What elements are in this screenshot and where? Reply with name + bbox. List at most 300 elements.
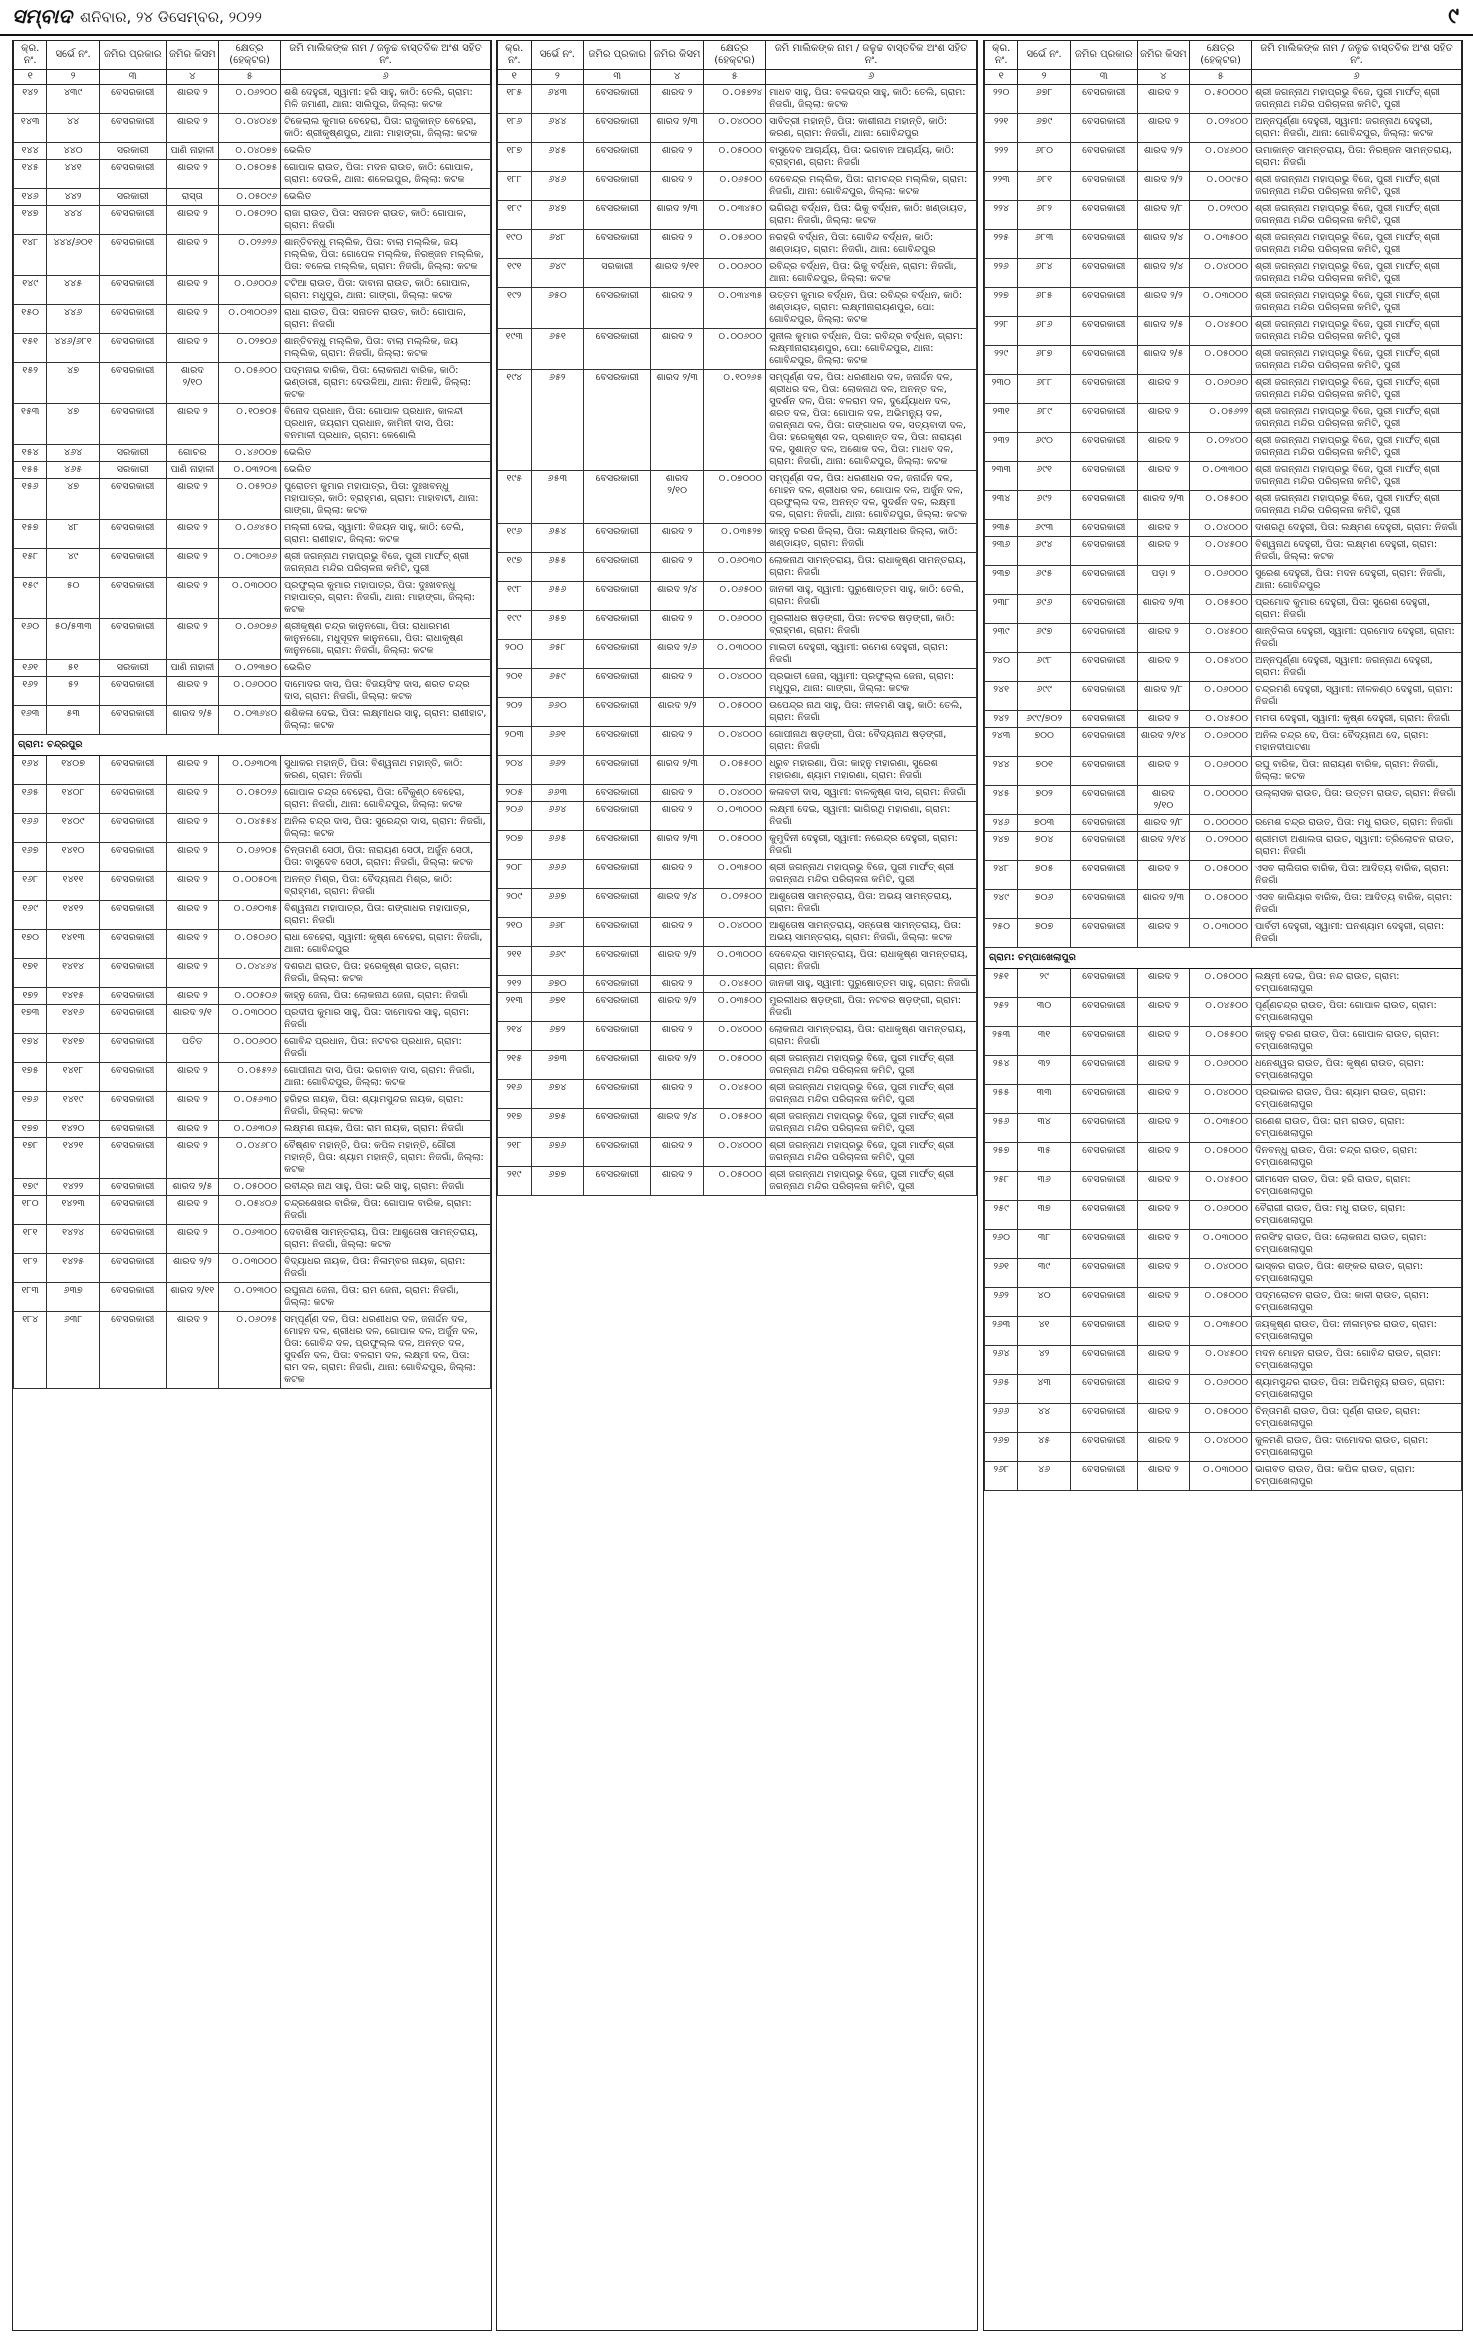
area-cell: ୦.୦୦୫୦୩ — [219, 872, 281, 901]
table-row — [498, 889, 977, 918]
owner-cell: ଶ୍ରୀ ଜଗନ୍ନାଥ ମହାପ୍ରଭୁ ବିଜେ, ପୁରୀ ମାର୍ଫତ୍ ଶ୍ରୀ ଜଗନ୍ନାଥ ମନ୍ଦିର ପରିଚାଳନା କମିଟି, ପୁରୀ — [1252, 201, 1462, 230]
land-class-cell: ଶାରଦ ୨ — [651, 329, 704, 370]
serial-no-cell: ୧୮୨ — [14, 1254, 47, 1283]
area-cell: ୦.୦୬୦୦୦ — [1190, 757, 1252, 786]
land-class-cell: ଶାରଦ ୨ — [166, 1225, 218, 1254]
survey-no-cell: ୩୪ — [1018, 1114, 1070, 1143]
table-row — [985, 624, 1462, 653]
owner-cell: କାହ୍ନୁ ଚରଣ ରାଉତ, ପିତା: ଗୋପାଳ ରାଉତ, ଗ୍ରାମ: ଚମ୍ପାଖେଲାପୁର — [1252, 1027, 1462, 1056]
table-row — [985, 143, 1462, 172]
land-table — [497, 40, 977, 1196]
area-cell: ୦.୦୬୫୦୦ — [703, 582, 765, 611]
column-number: ୩ — [1070, 70, 1137, 85]
survey-no-cell: ୪୪ — [47, 114, 99, 143]
land-type-cell: ବେସରକାରୀ — [1070, 433, 1137, 462]
land-class-cell: ଶାରଦ ୨ — [166, 404, 218, 445]
column-header: କ୍ଷେତ୍ର (ହେକ୍ଟର) — [1190, 41, 1252, 70]
table-row — [985, 1259, 1462, 1288]
serial-no-cell: ୧୯୯ — [498, 611, 532, 640]
land-type-cell: ସରକାରୀ — [584, 259, 651, 288]
table-row — [498, 785, 977, 802]
land-class-cell: ପାଣି ନାହାଳୀ — [166, 462, 218, 479]
owner-cell: ରାଧା ରାଉତ, ପିତା: ସନାତନ ରାଉତ, କାଠି: ଗୋପାଳ, ଗ୍ରାମ: ନିଜଗାଁ — [281, 305, 491, 334]
land-class-cell: ଶାରଦ ୨ — [166, 1121, 218, 1138]
owner-cell: ଦାମୋଦର ଦାସ, ପିତା: ବିଜୟସିଂହ ଦାସ, ଶରତ ଚନ୍ଦ୍ର ଦାସ, ଗ୍ରାମ: ନିଜଗାଁ, ଜିଲ୍ଲା: କଟକ — [281, 677, 491, 706]
land-type-cell: ବେସରକାରୀ — [1070, 682, 1137, 711]
land-class-cell: ଶାରଦ ୨/୨ — [1137, 172, 1189, 201]
owner-cell: ଅନିଲ ଚନ୍ଦ୍ର ଦାସ, ପିତା: ସୁରେନ୍ଦ୍ର ଦାସ, ଗ୍ରାମ: ନିଜଗାଁ, ଜିଲ୍ଲା: କଟକ — [281, 814, 491, 843]
area-cell: ୦.୦୫୦୬୦ — [219, 930, 281, 959]
owner-cell: ଉଲ୍ଲାସକ ରାଉତ, ପିତା: ଉତ୍ତମ ରାଉତ, ଗ୍ରାମ: ନିଜଗାଁ — [1252, 786, 1462, 815]
land-class-cell: ଶାରଦ ୨ — [1137, 1056, 1189, 1085]
land-type-cell: ବେସରକାରୀ — [584, 756, 651, 785]
owner-cell: ଟଟିଆ ରାଉତ, ପିତା: ଦାବାନା ରାଉତ, କାଠି: ଗୋପାଳ, ଗ୍ରାମ: ମଧୁପୁର, ଥାନା: ଗାଙ୍ଗା, ଜିଲ୍ଲା: କଟକ — [281, 276, 491, 305]
survey-no-cell: ୧୪୧୩ — [47, 930, 99, 959]
survey-no-cell: ୪୪୬/୬୮୧ — [47, 334, 99, 363]
survey-no-cell: ୪୨ — [1018, 1346, 1070, 1375]
land-class-cell: ଶାରଦ ୨ — [651, 524, 704, 553]
survey-no-cell: ୩୩ — [1018, 1085, 1070, 1114]
land-class-cell: ଶାରଦ ୨/୨ — [651, 947, 704, 976]
owner-cell: ଲକ୍ଷ୍ମୀ ଦେଇ, ପିତା: ନନ୍ଦ ରାଉତ, ଗ୍ରାମ: ଚମ୍ପାଖେଲାପୁର — [1252, 969, 1462, 998]
owner-cell: ପ୍ରଭାକର ରାଉତ, ପିତା: ଶ୍ୟାମ ରାଉତ, ଗ୍ରାମ: ଚମ୍ପାଖେଲାପୁର — [1252, 1085, 1462, 1114]
serial-no-cell: ୨୧୧ — [498, 947, 532, 976]
area-cell: ୦.୦୫୫୦୦ — [703, 756, 765, 785]
owner-cell: ମାଲତୀ ଦେହୁରୀ, ସ୍ୱାମୀ: ରମେଶ ଦେହୁରୀ, ଗ୍ରାମ: ନିଜଗାଁ — [766, 640, 977, 669]
land-type-cell: ବେସରକାରୀ — [584, 471, 651, 524]
area-cell: ୦.୦୩୪୩୫ — [703, 288, 765, 329]
table-row — [14, 479, 491, 520]
land-type-cell: ବେସରକାରୀ — [584, 860, 651, 889]
table-row — [498, 1109, 977, 1138]
survey-no-cell: ୧୪୧୬ — [47, 1005, 99, 1034]
owner-cell: ଲକ୍ଷ୍ମୀ ଦେଇ, ସ୍ୱାମୀ: ଭାଗିରଥି ମହାରଣା, ଗ୍ରାମ: ନିଜଗାଁ — [766, 802, 977, 831]
serial-no-cell: ୨୨୮ — [985, 317, 1018, 346]
land-class-cell: ଶାରଦ ୨/୨ — [651, 1051, 704, 1080]
owner-cell: ଚିନ୍ତାମଣି ସେଠୀ, ପିତା: ନାରାୟଣ ସେଠୀ, ଅର୍ଜୁନ ସେଠୀ, ପିତା: ବାସୁଦେବ ସେଠୀ, ଗ୍ରାମ: ନିଜଗାଁ, ଜିଲ୍ଲା: କଟକ — [281, 843, 491, 872]
table-row — [14, 143, 491, 160]
column-header: ଜମିର କିସମ — [166, 41, 218, 70]
area-cell: ୦.୦୪୫୦୦ — [703, 1080, 765, 1109]
area-cell: ୦.୦୪୪୬୪ — [219, 959, 281, 988]
land-type-cell: ବେସରକାରୀ — [1070, 1462, 1137, 1491]
column-number: ୪ — [166, 70, 218, 85]
land-class-cell: ଶାରଦ ୨/୧୦ — [651, 471, 704, 524]
survey-no-cell: ୬୬୭ — [531, 889, 584, 918]
land-class-cell: ଶାରଦ ୨/୨ — [651, 993, 704, 1022]
header-number-row — [498, 70, 977, 85]
survey-no-cell: ୪୫ — [1018, 1433, 1070, 1462]
table-row — [14, 160, 491, 189]
owner-cell: ଶ୍ରୀ ଜଗନ୍ନାଥ ମହାପ୍ରଭୁ ବିଜେ, ପୁରୀ ମାର୍ଫତ୍ ଶ୍ରୀ ଜଗନ୍ନାଥ ମନ୍ଦିର ପରିଚାଳନା କମିଟି, ପୁରୀ — [766, 1080, 977, 1109]
table-row — [498, 370, 977, 471]
land-type-cell: ବେସରକାରୀ — [1070, 1230, 1137, 1259]
land-class-cell: ଶାରଦ ୨ — [1137, 1462, 1189, 1491]
table-row — [498, 640, 977, 669]
owner-cell: ପ୍ରମୋଦ କୁମାର ଦେହୁରୀ, ପିତା: ସୁରେଶ ଦେହୁରୀ, ଗ୍ରାମ: ନିଜଗାଁ — [1252, 595, 1462, 624]
survey-no-cell: ୬୭୫ — [531, 1109, 584, 1138]
survey-no-cell: ୧୪୦୮ — [47, 785, 99, 814]
land-type-cell: ବେସରକାରୀ — [99, 756, 166, 785]
table-row — [985, 404, 1462, 433]
area-cell: ୦.୦୭୦୦୦ — [703, 471, 765, 524]
land-class-cell: ଶାରଦ ୨/୪ — [651, 582, 704, 611]
serial-no-cell: ୨୫୭ — [985, 1143, 1018, 1172]
serial-no-cell: ୨୩୧ — [985, 404, 1018, 433]
land-type-cell: ବେସରକାରୀ — [1070, 861, 1137, 890]
survey-no-cell: ୩୮ — [1018, 1230, 1070, 1259]
land-class-cell: ଶାରଦ ୨ — [651, 785, 704, 802]
table-row — [985, 1056, 1462, 1085]
land-class-cell: ଶାରଦ ୨/୨ — [1137, 143, 1189, 172]
serial-no-cell: ୨୦୯ — [498, 889, 532, 918]
survey-no-cell: ୧୪୧୮ — [47, 1063, 99, 1092]
owner-cell: ଦିନବନ୍ଧୁ ରାଉତ, ପିତା: ଚନ୍ଦ୍ର ରାଉତ, ଗ୍ରାମ: ଚମ୍ପାଖେଲାପୁର — [1252, 1143, 1462, 1172]
serial-no-cell: ୧୫୬ — [14, 479, 47, 520]
serial-no-cell: ୧୫୪ — [14, 445, 47, 462]
serial-no-cell: ୧୭୬ — [14, 1092, 47, 1121]
table-row — [14, 1138, 491, 1179]
table-row — [14, 1312, 491, 1389]
land-type-cell: ବେସରକାରୀ — [99, 988, 166, 1005]
table-row — [985, 201, 1462, 230]
owner-cell: ଗୋପାଳ ଚନ୍ଦ୍ର ବେହେରା, ପିତା: ବୈକୁଣ୍ଠ ବେହେରା, ଗ୍ରାମ: ନିଜଗାଁ, ଥାନା: ଗୋବିନ୍ଦପୁର, ଜିଲ୍ଲା: କଟକ — [281, 785, 491, 814]
land-type-cell: ବେସରକାରୀ — [1070, 653, 1137, 682]
table-row — [985, 711, 1462, 728]
land-type-cell: ବେସରକାରୀ — [1070, 1056, 1137, 1085]
land-class-cell: ଶାରଦ ୨ — [1137, 969, 1189, 998]
serial-no-cell: ୧୭୧ — [14, 959, 47, 988]
survey-no-cell: ୩୯ — [1018, 1259, 1070, 1288]
land-type-cell: ବେସରକାରୀ — [99, 235, 166, 276]
survey-no-cell: ୪୯ — [47, 549, 99, 578]
survey-no-cell: ୬୮୧ — [1018, 172, 1070, 201]
column-number: ୬ — [766, 70, 977, 85]
serial-no-cell: ୨୪୩ — [985, 728, 1018, 757]
survey-no-cell: ୨୯ — [1018, 969, 1070, 998]
table-row — [985, 682, 1462, 711]
land-type-cell: ବେସରକାରୀ — [584, 230, 651, 259]
serial-no-cell: ୧୬୬ — [14, 814, 47, 843]
serial-no-cell: ୨୬୭ — [985, 1433, 1018, 1462]
owner-cell: ଜୟକୃଷ୍ଣ ରାଉତ, ପିତା: ନୀଳାମ୍ବର ରାଉତ, ଗ୍ରାମ: ଚମ୍ପାଖେଲାପୁର — [1252, 1317, 1462, 1346]
serial-no-cell: ୨୪୪ — [985, 757, 1018, 786]
land-type-cell: ବେସରକାରୀ — [584, 976, 651, 993]
area-cell: ୦.୦୫୦୯୬ — [219, 189, 281, 206]
land-type-cell: ବେସରକାରୀ — [1070, 757, 1137, 786]
area-cell: ୦.୦୨୪୦୦ — [1190, 433, 1252, 462]
area-cell: ୦.୦୪୫୦୦ — [1190, 711, 1252, 728]
area-cell: ୦.୦୩୫୦୦ — [1190, 1317, 1252, 1346]
land-type-cell: ବେସରକାରୀ — [99, 276, 166, 305]
area-cell: ୦.୦୩୦୦୦ — [1190, 919, 1252, 948]
serial-no-cell: ୨୬୦ — [985, 1230, 1018, 1259]
land-type-cell: ବେସରକାରୀ — [1070, 317, 1137, 346]
table-row — [985, 757, 1462, 786]
survey-no-cell: ୬୮୮ — [1018, 375, 1070, 404]
table-body — [14, 85, 491, 1389]
owner-cell: ଶଶିକଳା ଦେଇ, ପିତା: ଲକ୍ଷ୍ମୀଧର ସାହୁ, ଗ୍ରାମ: ରାଣୀହାଟ, ଜିଲ୍ଲା: କଟକ — [281, 706, 491, 735]
table-row — [985, 1288, 1462, 1317]
owner-cell: ଚନ୍ଦ୍ରମଣି ଦେହୁରୀ, ସ୍ୱାମୀ: ନୀଳକଣ୍ଠ ଦେହୁରୀ, ଗ୍ରାମ: ନିଜଗାଁ — [1252, 682, 1462, 711]
serial-no-cell: ୧୮୬ — [498, 114, 532, 143]
land-type-cell: ବେସରକାରୀ — [1070, 1404, 1137, 1433]
table-row — [498, 1080, 977, 1109]
table-row — [985, 520, 1462, 537]
owner-cell: ଶ୍ରୀ ଜଗନ୍ନାଥ ମହାପ୍ରଭୁ ବିଜେ, ପୁରୀ ମାର୍ଫତ୍ ଶ୍ରୀ ଜଗନ୍ନାଥ ମନ୍ଦିର ପରିଚାଳନା କମିଟି, ପୁରୀ — [1252, 491, 1462, 520]
owner-cell: କୁଳମଣି ରାଉତ, ପିତା: ଦାମୋଦର ରାଉତ, ଗ୍ରାମ: ଚମ୍ପାଖେଲାପୁର — [1252, 1433, 1462, 1462]
area-cell: ୦.୦୫୦୦୦ — [1190, 890, 1252, 919]
serial-no-cell: ୧୭୭ — [14, 1121, 47, 1138]
land-type-cell: ବେସରକାରୀ — [584, 1022, 651, 1051]
area-cell: ୦.୦୬୨୦୫ — [219, 843, 281, 872]
survey-no-cell: ୬୯୮ — [1018, 653, 1070, 682]
owner-cell: ଶ୍ରୀ ଜଗନ୍ନାଥ ମହାପ୍ରଭୁ ବିଜେ, ପୁରୀ ମାର୍ଫତ୍ ଶ୍ରୀ ଜଗନ୍ନାଥ ମନ୍ଦିର ପରିଚାଳନା କମିଟି, ପୁରୀ — [766, 1109, 977, 1138]
table-header — [498, 41, 977, 85]
area-cell: ୦.୦୪୦୦୦ — [1190, 1085, 1252, 1114]
column-header: କ୍ଷେତ୍ର (ହେକ୍ଟର) — [219, 41, 281, 70]
serial-no-cell: ୧୯୮ — [498, 582, 532, 611]
table-row — [498, 1022, 977, 1051]
land-type-cell: ବେସରକାରୀ — [99, 1179, 166, 1196]
page-number: ୯ — [1448, 4, 1459, 29]
land-class-cell: ଶାରଦ ୨ — [651, 611, 704, 640]
land-class-cell: ଶାରଦ ୨/୪ — [651, 1109, 704, 1138]
land-type-cell: ବେସରକାରୀ — [1070, 1143, 1137, 1172]
land-class-cell: ଶାରଦ ୨ — [166, 235, 218, 276]
survey-no-cell: ୫୩ — [47, 706, 99, 735]
survey-no-cell: ୬୫୩ — [531, 471, 584, 524]
serial-no-cell: ୨୧୬ — [498, 1080, 532, 1109]
land-class-cell: ପତିତ — [166, 1034, 218, 1063]
land-class-cell: ଶାରଦ ୨/୩ — [651, 756, 704, 785]
header-row — [498, 41, 977, 70]
land-class-cell: ଶାରଦ ୨ — [1137, 114, 1189, 143]
column-header: ଜମି ମାଲିକଙ୍କ ନାମ / ଜଳୁଚ୍ଚ ବାସ୍ତବିକ ଅଂଶ ସହିତ ନଂ. — [281, 41, 491, 70]
land-class-cell: ଶାରଦ ୨ — [1137, 998, 1189, 1027]
land-type-cell: ବେସରକାରୀ — [584, 727, 651, 756]
land-table-column-2 — [496, 40, 978, 2331]
land-type-cell: ବେସରକାରୀ — [584, 993, 651, 1022]
land-type-cell: ବେସରକାରୀ — [99, 305, 166, 334]
owner-cell: ଏସବ କାଲିୟାର ବାରିକ, ପିତା: ଆଦିତ୍ୟ ବାରିକ, ଗ୍ରାମ: ନିଜଗାଁ — [1252, 890, 1462, 919]
area-cell: ୦.୦୪୫୦୦ — [1190, 1346, 1252, 1375]
serial-no-cell: ୨୩୦ — [985, 375, 1018, 404]
column-number: ୪ — [1137, 70, 1189, 85]
survey-no-cell: ୬୫୭ — [531, 611, 584, 640]
owner-cell: ଶାନ୍ତିବନ୍ଧୁ ମଲ୍ଲିକ, ପିତା: ବାଲା ମଲ୍ଲିକ, ଜୟ ମଲ୍ଲିକ, ପିତା: ଗୋପେଳ ମଲ୍ଲିକ, ନିରଞ୍ଜନ ମଲ୍ଲିକ, ପିତା: ବଳେଇ ମଲ୍ଲିକ, ଗ୍ରାମ: ନିଜଗାଁ, ଜିଲ୍ଲା: କଟକ — [281, 235, 491, 276]
land-type-cell: ବେସରକାରୀ — [1070, 1317, 1137, 1346]
table-row — [14, 901, 491, 930]
table-row — [14, 1005, 491, 1034]
survey-no-cell: ୬୯୦ — [1018, 433, 1070, 462]
serial-no-cell: ୨୧୯ — [498, 1167, 532, 1196]
owner-cell: ଗୋପୀନାଥ ଦାସ, ପିତା: ଭଗବାନ ଦାସ, ଗ୍ରାମ: ନିଜଗାଁ, ଥାନା: ଗୋବିନ୍ଦପୁର, ଜିଲ୍ଲା: କଟକ — [281, 1063, 491, 1092]
survey-no-cell: ୬୫୬ — [531, 582, 584, 611]
land-class-cell: ଶାରଦ ୨ — [1137, 1230, 1189, 1259]
land-class-cell: ଶାରଦ ୨ — [651, 976, 704, 993]
table-row — [14, 114, 491, 143]
survey-no-cell: ୪୬୪ — [47, 445, 99, 462]
area-cell: ୦.୦୩୦୦୦ — [703, 947, 765, 976]
table-row — [985, 861, 1462, 890]
area-cell: ୦.୦୫୦୦୦ — [1190, 861, 1252, 890]
dateline: ଶନିବାର, ୨୪ ଡିସେମ୍ବର, ୨୦୨୨ — [80, 8, 262, 26]
serial-no-cell: ୧୯୬ — [498, 524, 532, 553]
owner-cell: ଶ୍ରୀ ଜଗନ୍ନାଥ ମହାପ୍ରଭୁ ବିଜେ, ପୁରୀ ମାର୍ଫତ୍ ଶ୍ରୀ ଜଗନ୍ନାଥ ମନ୍ଦିର ପରିଚାଳନା କମିଟି, ପୁରୀ — [766, 1167, 977, 1196]
table-row — [14, 843, 491, 872]
land-type-cell: ବେସରକାରୀ — [1070, 114, 1137, 143]
owner-cell: ମଲ୍ଲୀ ଦେଇ, ସ୍ୱାମୀ: ବିଜୟନ ସାହୁ, କାଠି: ତେଲି, ଗ୍ରାମ: ରାଣୀହାଟ, ଜିଲ୍ଲା: କଟକ — [281, 520, 491, 549]
owner-cell: ଦଶରଥ ରାଉତ, ପିତା: ହରେକୃଷ୍ଣ ରାଉତ, ଗ୍ରାମ: ନିଜଗାଁ, ଜିଲ୍ଲା: କଟକ — [281, 959, 491, 988]
survey-no-cell: ୪୪୫ — [47, 276, 99, 305]
serial-no-cell: ୨୧୫ — [498, 1051, 532, 1080]
owner-cell: ଭାଗବତ ରାଉତ, ପିତା: କପିଳ ରାଉତ, ଗ୍ରାମ: ଚମ୍ପାଖେଲାପୁର — [1252, 1462, 1462, 1491]
owner-cell: ଶ୍ରୀକୃଷ୍ଣ ଚନ୍ଦ୍ର କାନୁନଗୋ, ପିତା: ରାଧାରମଣ କାନୁନଗୋ, ମଧୁସୂଦନ କାନୁନଗୋ, ପିତା: ରାଧାକୃଷ୍ଣ କାନୁନଗୋ, ଗ୍ରାମ: ନିଜଗାଁ, ଜିଲ୍ଲା: କଟକ — [281, 619, 491, 660]
table-row — [498, 172, 977, 201]
serial-no-cell: ୧୮୦ — [14, 1196, 47, 1225]
land-type-cell: ସରକାରୀ — [99, 445, 166, 462]
land-class-cell: ଶାରଦ ୨/୫ — [1137, 346, 1189, 375]
land-class-cell: ଶାରଦ ୨ — [1137, 653, 1189, 682]
column-number: ୫ — [1190, 70, 1252, 85]
table-row — [985, 462, 1462, 491]
area-cell: ୦.୦୬୦୭୬ — [219, 619, 281, 660]
land-type-cell: ବେସରକାରୀ — [99, 1225, 166, 1254]
column-header: ଜମିର ପ୍ରକାର — [584, 41, 651, 70]
survey-no-cell: ୬୪୫ — [531, 143, 584, 172]
survey-no-cell: ୪୬ — [1018, 1462, 1070, 1491]
land-type-cell: ବେସରକାରୀ — [1070, 259, 1137, 288]
area-cell: ୦.୦୫୦୦୦ — [1190, 1143, 1252, 1172]
land-type-cell: ବେସରକାରୀ — [99, 1138, 166, 1179]
land-type-cell: ବେସରକାରୀ — [1070, 1114, 1137, 1143]
land-type-cell: ବେସରକାରୀ — [1070, 288, 1137, 317]
land-type-cell: ବେସରକାରୀ — [584, 172, 651, 201]
owner-cell: ପଦ୍ମଲୋଚନ ରାଉତ, ପିତା: କାଳୀ ରାଉତ, ଗ୍ରାମ: ଚମ୍ପାଖେଲାପୁର — [1252, 1288, 1462, 1317]
land-type-cell: ବେସରକାରୀ — [99, 1254, 166, 1283]
land-type-cell: ବେସରକାରୀ — [584, 1167, 651, 1196]
land-class-cell: ଶାରଦ ୨ — [1137, 375, 1189, 404]
table-row — [985, 969, 1462, 998]
land-class-cell: ଶାରଦ ୨ — [1137, 1375, 1189, 1404]
owner-cell: ନରସିଂହ ରାଉତ, ପିତା: ଲୋକନାଥ ରାଉତ, ଗ୍ରାମ: ଚମ୍ପାଖେଲାପୁର — [1252, 1230, 1462, 1259]
owner-cell: ଅନ୍ନପୂର୍ଣ୍ଣା ଦେହୁରୀ, ସ୍ୱାମୀ: ଜଗନ୍ନାଥ ଦେହୁରୀ, ଗ୍ରାମ: ନିଜଗାଁ, ଥାନା: ଗୋବିନ୍ଦପୁର, ଜିଲ୍ଲା: କଟକ — [1252, 114, 1462, 143]
land-class-cell: ଶାରଦ ୨ — [1137, 537, 1189, 566]
owner-cell: ଉମାକାନ୍ତ ସାମନ୍ତରାୟ, ପିତା: ନିରଞ୍ଜନ ସାମନ୍ତରାୟ, ଗ୍ରାମ: ନିଜଗାଁ — [1252, 143, 1462, 172]
land-type-cell: ବେସରକାରୀ — [99, 1283, 166, 1312]
owner-cell: ଭଗିରଥି ବର୍ଦ୍ଧନ, ପିତା: ଭିକୁ ବର୍ଦ୍ଧନ, କାଠି: ଖଣ୍ଡାୟତ, ଗ୍ରାମ: ନିଜଗାଁ, ଜିଲ୍ଲା: କଟକ — [766, 201, 977, 230]
land-class-cell: ଶାରଦ ୨ — [1137, 1143, 1189, 1172]
owner-cell: ଉତ୍ତମ କୁମାର ବର୍ଦ୍ଧନ, ପିତା: ରବିନ୍ଦ୍ର ବର୍ଦ୍ଧନ, କାଠି: ଖଣ୍ଡାୟତ, ଗ୍ରାମ: ଲକ୍ଷ୍ମୀନାରାୟଣପୁର, ପୋ: ଗୋବିନ୍ଦପୁର, ଜିଲ୍ଲା: କଟକ — [766, 288, 977, 329]
table-row — [985, 832, 1462, 861]
land-class-cell: ଶାରଦ ୨ — [166, 756, 218, 785]
owner-cell: କୁମୁଦିନୀ ଦେହୁରୀ, ସ୍ୱାମୀ: ନରେନ୍ଦ୍ର ଦେହୁରୀ, ଗ୍ରାମ: ନିଜଗାଁ — [766, 831, 977, 860]
area-cell: ୦.୦୨୩୭୦ — [219, 660, 281, 677]
area-cell: ୦.୦୫୦୦୦ — [703, 143, 765, 172]
survey-no-cell: ୪୪ — [1018, 1404, 1070, 1433]
land-type-cell: ବେସରକାରୀ — [99, 1312, 166, 1389]
survey-no-cell: ୧୪୨୩ — [47, 1196, 99, 1225]
land-class-cell: ଶାରଦ ୨ — [166, 930, 218, 959]
owner-cell: ମୁରଲୀଧର ଷଡ଼ଙ୍ଗୀ, ପିତା: ନଟବର ଷଡ଼ଙ୍ଗୀ, କାଠି: ବ୍ରାହ୍ମଣ, ଗ୍ରାମ: ନିଜଗାଁ — [766, 611, 977, 640]
land-type-cell: ବେସରକାରୀ — [584, 1051, 651, 1080]
land-class-cell: ଶାରଦ ୨ — [1137, 1085, 1189, 1114]
serial-no-cell: ୨୧୭ — [498, 1109, 532, 1138]
column-number: ୧ — [14, 70, 47, 85]
area-cell: ୦.୦୩୫୦୦ — [1190, 230, 1252, 259]
land-class-cell: ଶାରଦ ୨/୩ — [651, 201, 704, 230]
table-row — [14, 462, 491, 479]
land-class-cell: ଶାରଦ ୨/୧୧ — [651, 259, 704, 288]
owner-cell: ମଦନ ମୋହନ ରାଉତ, ପିତା: ଗୋବିନ୍ଦ ରାଉତ, ଗ୍ରାମ: ଚମ୍ପାଖେଲାପୁର — [1252, 1346, 1462, 1375]
table-row — [14, 872, 491, 901]
land-class-cell: ଶାରଦ ୨ — [1137, 433, 1189, 462]
area-cell: ୦.୦୫୦୭୫ — [219, 160, 281, 189]
table-row — [14, 206, 491, 235]
column-number: ୩ — [584, 70, 651, 85]
land-class-cell: ଶାରଦ ୨ — [1137, 624, 1189, 653]
table-row — [985, 1143, 1462, 1172]
land-class-cell: ଶାରଦ ୨ — [1137, 1433, 1189, 1462]
area-cell: ୦.୦୩୦୦୦ — [703, 802, 765, 831]
land-table-column-3 — [983, 40, 1463, 2331]
owner-cell: ପଦ୍ମନାଭ ବାରିକ, ପିତା: ଲୋକନାଥ ବାରିକ, କାଠି: ଭଣ୍ଡାରୀ, ଗ୍ରାମ: ଦେଉଳିଆ, ଥାନା: ନିଆଳି, ଜିଲ୍ଲା: କଟକ — [281, 363, 491, 404]
serial-no-cell: ୧୮୮ — [498, 172, 532, 201]
serial-no-cell: ୨୩୬ — [985, 537, 1018, 566]
owner-cell: ଅନନ୍ତ ମିଶ୍ର, ପିତା: ବୈଦ୍ୟନାଥ ମିଶ୍ର, କାଠି: ବ୍ରାହ୍ମଣ, ଗ୍ରାମ: ନିଜଗାଁ — [281, 872, 491, 901]
land-class-cell: ଶାରଦ ୨ — [1137, 1288, 1189, 1317]
area-cell: ୦.୦୩୫୨୭ — [703, 524, 765, 553]
area-cell: ୦.୦୫୫୦୦ — [1190, 595, 1252, 624]
land-table-column-1 — [12, 40, 492, 2331]
land-type-cell: ବେସରକାରୀ — [99, 578, 166, 619]
area-cell: ୦.୦୪୦୦୦ — [1190, 259, 1252, 288]
area-cell: ୦.୦୬୦୩୦ — [703, 553, 765, 582]
table-row — [498, 524, 977, 553]
land-class-cell: ଶାରଦ ୨/୧୦ — [166, 363, 218, 404]
column-number: ୧ — [498, 70, 532, 85]
survey-no-cell: ୪୭ — [47, 404, 99, 445]
survey-no-cell: ୪୪୧ — [47, 160, 99, 189]
land-type-cell: ବେସରକାରୀ — [584, 947, 651, 976]
survey-no-cell: ୬୯୩ — [1018, 520, 1070, 537]
area-cell: ୦.୦୫୦୦୦ — [703, 1051, 765, 1080]
table-row — [498, 918, 977, 947]
area-cell: ୦.୦୪୦୪୭ — [219, 114, 281, 143]
serial-no-cell: ୧୪୫ — [14, 160, 47, 189]
land-type-cell: ସରକାରୀ — [99, 189, 166, 206]
land-class-cell: ଶାରଦ ୨ — [166, 276, 218, 305]
land-type-cell: ବେସରକାରୀ — [99, 404, 166, 445]
column-header: ସର୍ଭେ ନଂ. — [1018, 41, 1070, 70]
owner-cell: ବିନୋଦ ପ୍ରଧାନ, ପିତା: ଗୋପାଳ ପ୍ରଧାନ, କାଳନ୍ଦୀ ପ୍ରଧାନ, ଜୟରାମ ପ୍ରଧାନ, କାମିନୀ ଦାସ, ପିତା: ବନମାଳୀ ପ୍ରଧାନ, ଗ୍ରାମ: କେଶୋଲି — [281, 404, 491, 445]
owner-cell: ରବୀନ୍ଦ୍ର ନାଥ ସାହୁ, ପିତା: ଭରି ସାହୁ, ଗ୍ରାମ: ନିଜଗାଁ — [281, 1179, 491, 1196]
land-class-cell: ଶାରଦ ୨/୨ — [651, 698, 704, 727]
land-class-cell: ଶାରଦ ୨ — [166, 901, 218, 930]
owner-cell: କାହ୍ନୁ ଚରଣ ଜିଲ୍ଲା, ପିତା: ଲକ୍ଷ୍ମୀଧର ଜିଲ୍ଲା, କାଠି: ଖଣ୍ଡାୟତ, ଗ୍ରାମ: ନିଜଗାଁ — [766, 524, 977, 553]
survey-no-cell: ୬୮୦ — [1018, 143, 1070, 172]
owner-cell: ଶ୍ୟାମସୁନ୍ଦର ରାଉତ, ପିତା: ଅଭିମନ୍ୟୁ ରାଉତ, ଗ୍ରାମ: ଚମ୍ପାଖେଲାପୁର — [1252, 1375, 1462, 1404]
area-cell: ୦.୦୩୫୦୦ — [703, 860, 765, 889]
land-type-cell: ବେସରକାରୀ — [99, 520, 166, 549]
table-row — [14, 1225, 491, 1254]
serial-no-cell: ୧୯୦ — [498, 230, 532, 259]
land-class-cell: ଶାରଦ ୨/୩ — [1137, 890, 1189, 919]
land-type-cell: ବେସରକାରୀ — [1070, 566, 1137, 595]
serial-no-cell: ୨୬୮ — [985, 1462, 1018, 1491]
column-header: କ୍ଷେତ୍ର (ହେକ୍ଟର) — [703, 41, 765, 70]
